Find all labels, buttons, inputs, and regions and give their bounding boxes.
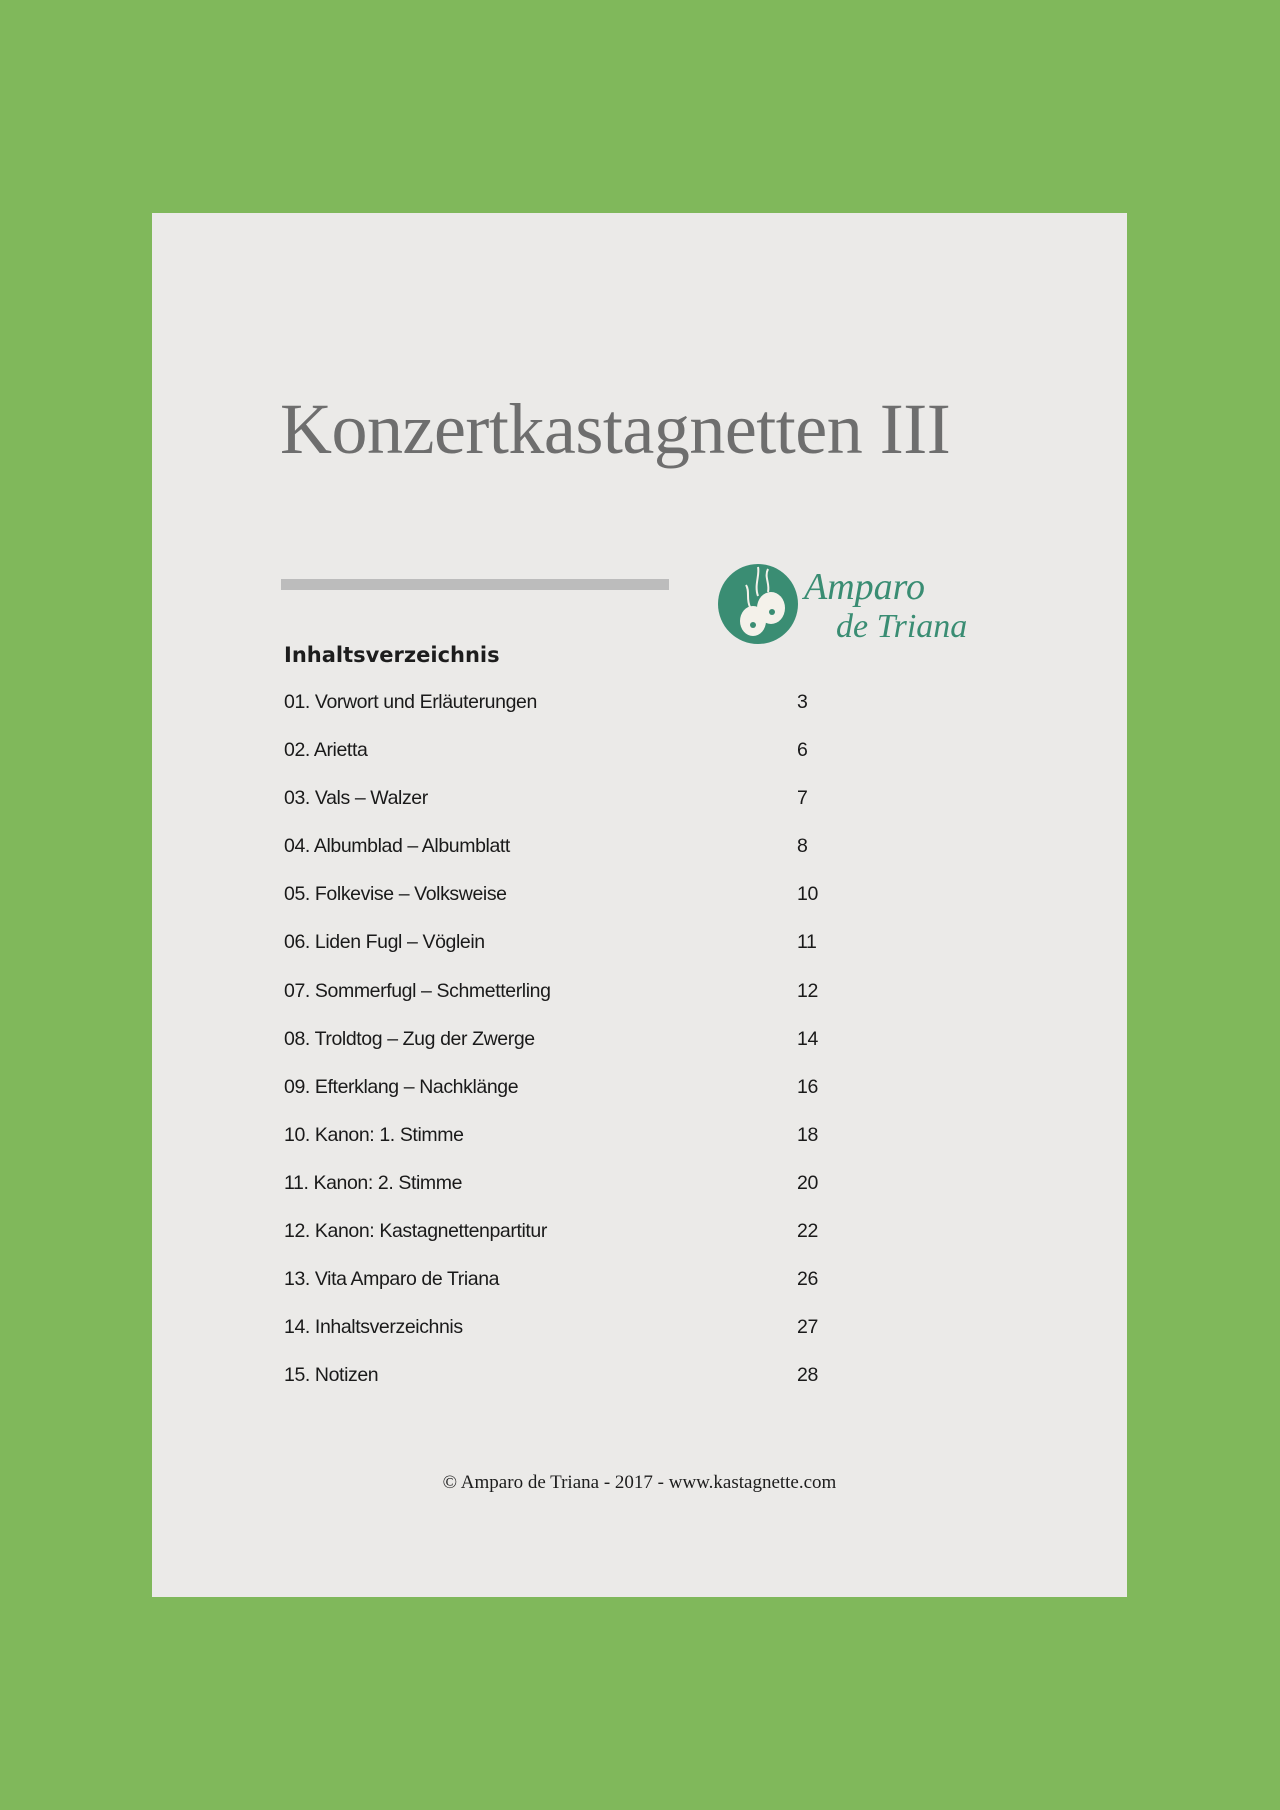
toc-entry-title: 01. Vorwort und Erläuterungen <box>284 691 537 713</box>
toc-entry-page-number: 28 <box>797 1364 818 1387</box>
document-page <box>152 213 1127 1597</box>
toc-entry-page-number: 3 <box>797 691 808 713</box>
toc-entry <box>284 739 844 787</box>
toc-entry-page-number: 10 <box>797 883 818 906</box>
logo-text-de-triana: de Triana <box>836 608 968 645</box>
toc-entry-title: 12. Kanon: Kastagnettenpartitur <box>284 1220 547 1243</box>
toc-entry <box>284 1364 844 1412</box>
logo-text-amparo: Amparo <box>804 566 926 608</box>
toc-entry-page-number: 14 <box>797 1027 818 1050</box>
toc-heading: Inhaltsverzeichnis <box>284 643 500 667</box>
toc-entry <box>284 835 844 883</box>
toc-entry <box>284 1172 844 1220</box>
toc-entry-title: 11. Kanon: 2. Stimme <box>284 1171 463 1194</box>
toc-entry-page-number: 20 <box>797 1171 818 1194</box>
toc-entry <box>284 787 844 835</box>
toc-entry <box>284 883 844 931</box>
table-of-contents <box>284 691 844 1412</box>
toc-entry <box>284 1028 844 1076</box>
toc-entry-title: 02. Arietta <box>284 739 368 762</box>
toc-entry-title: 15. Notizen <box>284 1364 379 1387</box>
toc-entry-title: 10. Kanon: 1. Stimme <box>284 1123 464 1146</box>
toc-entry-title: 08. Troldtog – Zug der Zwerge <box>284 1027 535 1050</box>
copyright-footer: © Amparo de Triana - 2017 - www.kastagnette.com <box>442 1472 837 1493</box>
toc-entry-page-number: 26 <box>797 1268 818 1291</box>
divider-bar <box>281 579 669 590</box>
toc-entry <box>284 1220 844 1268</box>
toc-entry-title: 05. Folkevise – Volksweise <box>284 883 507 906</box>
toc-entry <box>284 931 844 979</box>
toc-entry-page-number: 7 <box>797 787 808 810</box>
page-title: Konzertkastagnetten III <box>280 389 951 469</box>
toc-entry-title: 03. Vals – Walzer <box>284 787 428 810</box>
toc-entry-title: 06. Liden Fugl – Vöglein <box>284 931 485 954</box>
amparo-de-triana-logo <box>718 561 968 647</box>
toc-entry-title: 07. Sommerfugl – Schmetterling <box>284 979 551 1002</box>
toc-entry <box>284 1124 844 1172</box>
toc-entry-page-number: 8 <box>797 835 808 858</box>
toc-entry <box>284 691 844 739</box>
toc-entry-title: 04. Albumblad – Albumblatt <box>284 835 510 858</box>
toc-entry-title: 14. Inhaltsverzeichnis <box>284 1316 463 1339</box>
toc-entry <box>284 1268 844 1316</box>
castanets-circle-icon <box>718 564 798 644</box>
toc-entry-page-number: 6 <box>797 739 808 762</box>
toc-entry-page-number: 18 <box>797 1123 818 1146</box>
toc-entry <box>284 980 844 1028</box>
toc-entry <box>284 1076 844 1124</box>
toc-entry-page-number: 22 <box>797 1220 818 1243</box>
toc-entry-page-number: 12 <box>797 979 818 1002</box>
toc-entry-title: 13. Vita Amparo de Triana <box>284 1268 500 1291</box>
toc-entry-title: 09. Efterklang – Nachklänge <box>284 1075 519 1098</box>
toc-entry <box>284 1316 844 1364</box>
toc-entry-page-number: 16 <box>797 1075 818 1098</box>
toc-entry-page-number: 27 <box>797 1316 818 1339</box>
toc-entry-page-number: 11 <box>797 931 817 954</box>
